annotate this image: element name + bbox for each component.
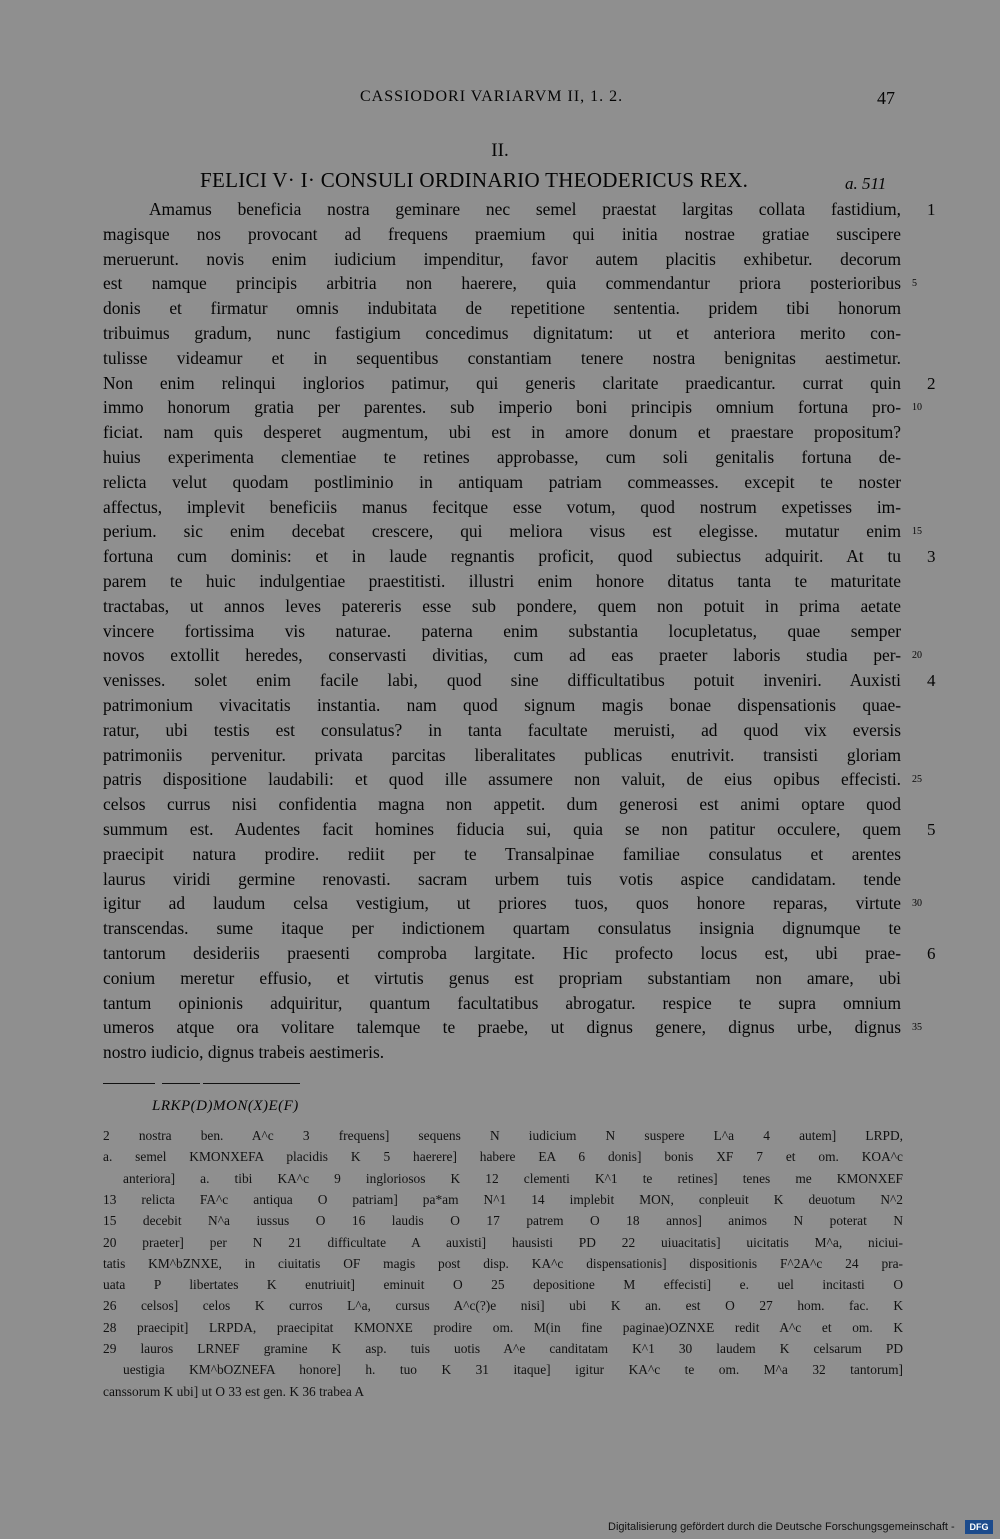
text-line: tantorum desideriis praesenti comproba largitate. Hic profecto locus est, ubi prae- [103,943,901,963]
line-number-marker: 10 [912,402,922,414]
text-line: summum est. Audentes facit homines fiducia sui, quia se non patitur occulere, quem [103,819,901,839]
text-line: immo honorum gratia per parentes. sub imperio boni principis omnium fortuna pro- [103,397,901,418]
text-line: affectus, implevit beneficiis manus fecitque esse votum, quod nostrum expetisses im- [103,496,901,517]
line-number-marker: 20 [912,650,922,662]
text-line: umeros atque ora volitare talemque te praebe, ut dignus genere, dignus urbe, dignus [103,1017,901,1038]
text-line: est namque principis arbitria non haerere, quia commendantur priora posterioribus [103,273,901,294]
text-line: patrimonium vivacitatis instantia. nam quod signum magis bonae dispensationis quae- [103,695,901,715]
text-line: patrimoniis pervenitur. privata parcitas liberalitates publicas enutrivit. transisti gloriam [103,744,901,765]
text-line: novos extollit heredes, conservasti divitias, cum ad eas praeter laboris studia per- [103,645,901,666]
text-line: igitur ad laudum celsa vestigium, ut priores tuos, quos honore reparas, virtute [103,893,901,914]
line-number-marker: 5 [912,278,917,290]
text-line: tulisse videamur et in sequentibus constantiam tenere nostra benignitas aestimetur. [103,347,901,368]
line-number-marker: 15 [912,526,922,538]
apparatus-line: uestigia KM^bOZNEFA honore] h. tuo K 31 itaque] igitur KA^c te om. M^a 32 tantorum] [123,1362,903,1378]
text-line: fortuna cum dominis: et in laude regnantis proficit, quod subiectus adquirit. At tu [103,546,901,567]
apparatus-rule [162,1083,200,1084]
letter-number: II. [491,140,509,161]
apparatus-line: 28 praecipit] LRPDA, praecipitat KMONXE prodire om. M(in fine paginae)OZNXE redit A^c et om. K [103,1319,903,1335]
dfg-logo: DFG [965,1520,993,1534]
apparatus-line: uata P libertates K enutriuit] eminuit O 25 depositione M effecisti] e. uel incitasti O [103,1277,903,1293]
text-line: patris dispositione laudabili: et quod ille assumere non valuit, de eius opibus effecisti. [103,769,901,790]
section-marker: 5 [927,820,936,839]
text-line: parem te huic indulgentiae praestitisti. illustri enim honore ditatus tanta te maturitate [103,571,901,591]
apparatus-line: 26 celsos] celos K curros L^a, cursus A^c(?)e nisi] ubi K an. est O 27 hom. fac. K [103,1298,903,1314]
text-line: celsos currus nisi confidentia magna non appetit. dum generosi est animi optare quod [103,794,901,815]
text-line: meruerunt. novis enim iudicium impenditur, favor autem placitis exhibetur. decorum [103,248,901,269]
apparatus-line: tatis KM^bZNXE, in ciuitatis OF magis post disp. KA^c dispensationis] dispositionis F^2A^c 24 pra- [103,1255,903,1271]
text-line: magisque nos provocant ad frequens praemium qui initia nostrae gratiae suscipere [103,223,901,244]
apparatus-line: 13 relicta FA^c antiqua O patriam] pa*am N^1 14 implebit MON, conpleuit K deuotum N^2 [103,1191,903,1207]
text-line: conium meretur effusio, et virtutis genus est propriam substantiam non amare, ubi [103,967,901,988]
letter-title: FELICI V· I· CONSULI ORDINARIO THEODERICUS REX. [200,168,749,192]
text-line: tribuimus gradum, nunc fastigium concedimus dignitatum: ut et anteriora merito con- [103,323,901,343]
text-line: nostro iudicio, dignus trabeis aestimeris. [103,1042,385,1063]
running-header [0,88,1000,112]
text-line: Non enim relinqui inglorios patimur, qui generis claritate praedicantur. currat quin [103,372,901,393]
section-marker: 3 [927,547,936,567]
text-line: laurus viridi germine renovasti. sacram urbem tuis votis aspice candidatam. tende [103,868,901,889]
section-marker: 4 [927,671,936,691]
text-line: vincere fortissima vis naturae. paterna enim substantia locupletatus, quae semper [103,620,901,641]
line-number-marker: 25 [912,774,922,786]
running-title: CASSIODORI VARIARVM II, 1. 2. [360,88,624,105]
text-line: tantum opinionis adquiritur, quantum facultatibus abrogatur. respice te supra omnium [103,992,901,1013]
apparatus-rule [203,1083,300,1084]
text-line: Amamus beneficia nostra geminare nec semel praestat largitas collata fastidium, [149,199,901,219]
text-line: perium. sic enim decebat crescere, qui meliora visus est elegisse. mutatur enim [103,521,901,542]
apparatus-line: 29 lauros LRNEF gramine K asp. tuis uotis A^e canditatam K^1 30 laudem K celsarum PD [103,1341,903,1356]
text-line: venisses. solet enim facile labi, quod sine difficultatibus potuit inveniri. Auxisti [103,670,901,691]
section-marker: 2 [927,373,936,393]
apparatus-line: anteriora] a. tibi KA^c 9 ingloriosos K 12 clementi K^1 te retines] tenes me KMONXEF [123,1170,903,1186]
apparatus-line: 2 nostra ben. A^c 3 frequens] sequens N iudicium N suspere L^a 4 autem] LRPD, [103,1128,903,1143]
apparatus-sigla: LRKP(D)MON(X)E(F) [152,1098,299,1114]
section-marker: 1 [927,200,936,219]
line-number-marker: 30 [912,898,922,910]
section-marker: 6 [927,944,936,963]
line-number-marker: 35 [912,1022,922,1034]
text-line: huius experimenta clementiae te retines approbasse, cum soli genitalis fortuna de- [103,447,901,467]
text-line: praecipit natura prodire. rediit per te Transalpinae familiae consulatus et arentes [103,843,901,864]
text-line: ficiat. nam quis desperet augmentum, ubi est in amore donum et praestare propositum? [103,422,901,443]
text-line: relicta velut quodam postliminio in antiquam patriam commeasses. excepit te noster [103,471,901,492]
apparatus-line: 15 decebit N^a iussus O 16 laudis O 17 patrem O 18 annos] animos N poterat N [103,1213,903,1229]
footer-credit: Digitalisierung gefördert durch die Deutsche Forschungsgemeinschaft - [608,1521,955,1533]
text-line: ratur, ubi testis est consulatus? in tanta facultate meruisti, ad quod vix eversis [103,719,901,740]
apparatus-line: canssorum K ubi] ut O 33 est gen. K 36 trabea A [103,1383,365,1399]
text-line: donis et firmatur omnis indubitata de repetitione sententia. pridem tibi honorum [103,298,901,319]
letter-date: a. 511 [845,174,887,193]
apparatus-line: a. semel KMONXEFA placidis K 5 haerere] habere EA 6 donis] bonis XF 7 et om. KOA^c [103,1149,903,1165]
apparatus-line: 20 praeter] per N 21 difficultate A auxisti] hausisti PD 22 uiuacitatis] uicitatis M^a, niciui- [103,1234,903,1250]
text-line: tractabas, ut annos leves patereris esse sub pondere, quem non potuit in prima aetate [103,595,901,616]
text-line: transcendas. sume itaque per indictionem quartam consulatus insignia dignumque te [103,918,901,939]
apparatus-rule [103,1083,155,1084]
page-number: 47 [877,88,895,108]
